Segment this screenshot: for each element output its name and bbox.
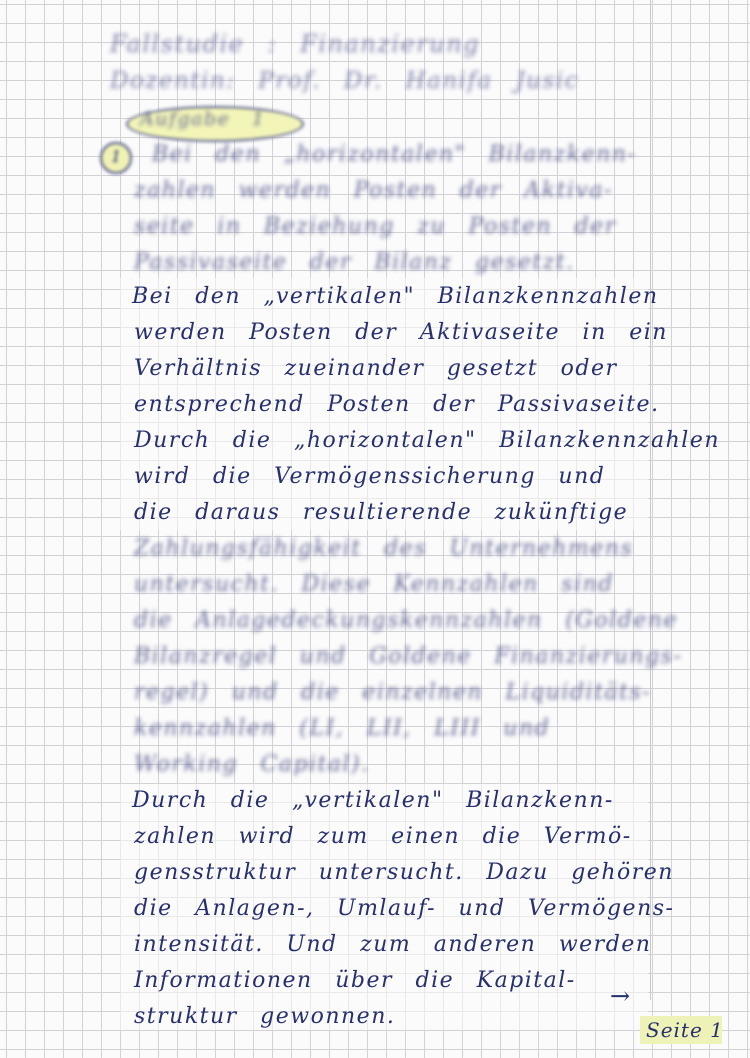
blurred-line-3: die Anlagedeckungskennzahlen (Goldene (134, 608, 678, 633)
intro-line-4: Passivaseite der Bilanz gesetzt. (134, 250, 575, 275)
text-line-5: Durch die „horizontalen" Bilanzkennzahlen (134, 428, 721, 453)
lecturer-line: Dozentin: Prof. Dr. Hanifa Jusic (110, 68, 580, 94)
task-number-circle (100, 142, 132, 174)
text-line-3: Verhältnis zueinander gesetzt oder (134, 356, 618, 381)
task-number: 1 (111, 147, 122, 166)
text-line-2: werden Posten der Aktivaseite in ein (134, 320, 668, 345)
intro-line-2: zahlen werden Posten der Aktiva- (134, 178, 613, 203)
text-line-7: die daraus resultierende zukünftige (134, 500, 629, 525)
margin-line (650, 0, 651, 1000)
text-line-9: zahlen wird zum einen die Vermö- (134, 824, 632, 849)
blurred-line-6: kennzahlen (LI, LII, LIII und (134, 716, 551, 741)
text-line-12: intensität. Und zum anderen werden (134, 932, 652, 957)
text-line-10: gensstruktur untersucht. Dazu gehören (134, 860, 674, 885)
intro-line-1: Bei den „horizontalen" Bilanzkenn- (152, 142, 637, 167)
text-line-14: struktur gewonnen. (134, 1004, 396, 1029)
text-line-8: Durch die „vertikalen" Bilanzkenn- (132, 788, 614, 813)
blurred-line-1: Zahlungsfähigkeit des Unternehmens (134, 536, 634, 561)
blurred-line-4: Bilanzregel und Goldene Finanzierungs- (134, 644, 683, 669)
text-line-4: entsprechend Posten der Passivaseite. (134, 392, 660, 417)
text-line-13: Informationen über die Kapital- (134, 968, 576, 993)
blurred-line-2: untersucht. Diese Kennzahlen sind (134, 572, 614, 597)
page-number-highlight (640, 1016, 722, 1044)
task-label: Aufgabe 1 (140, 108, 266, 130)
text-line-11: die Anlagen-, Umlauf- und Vermögens- (134, 896, 675, 921)
intro-line-3: seite in Beziehung zu Posten der (134, 214, 617, 239)
page-number: Seite 1 (646, 1018, 724, 1042)
blurred-line-7: Working Capital). (134, 752, 370, 777)
title-fallstudie: Fallstudie : Finanzierung (110, 30, 481, 58)
text-line-6: wird die Vermögenssicherung und (134, 464, 606, 489)
text-line-1: Bei den „vertikalen" Bilanzkennzahlen (132, 284, 659, 309)
continue-arrow-icon: → (610, 982, 631, 1010)
blurred-line-5: regel) und die einzelnen Liquiditäts- (134, 680, 652, 705)
